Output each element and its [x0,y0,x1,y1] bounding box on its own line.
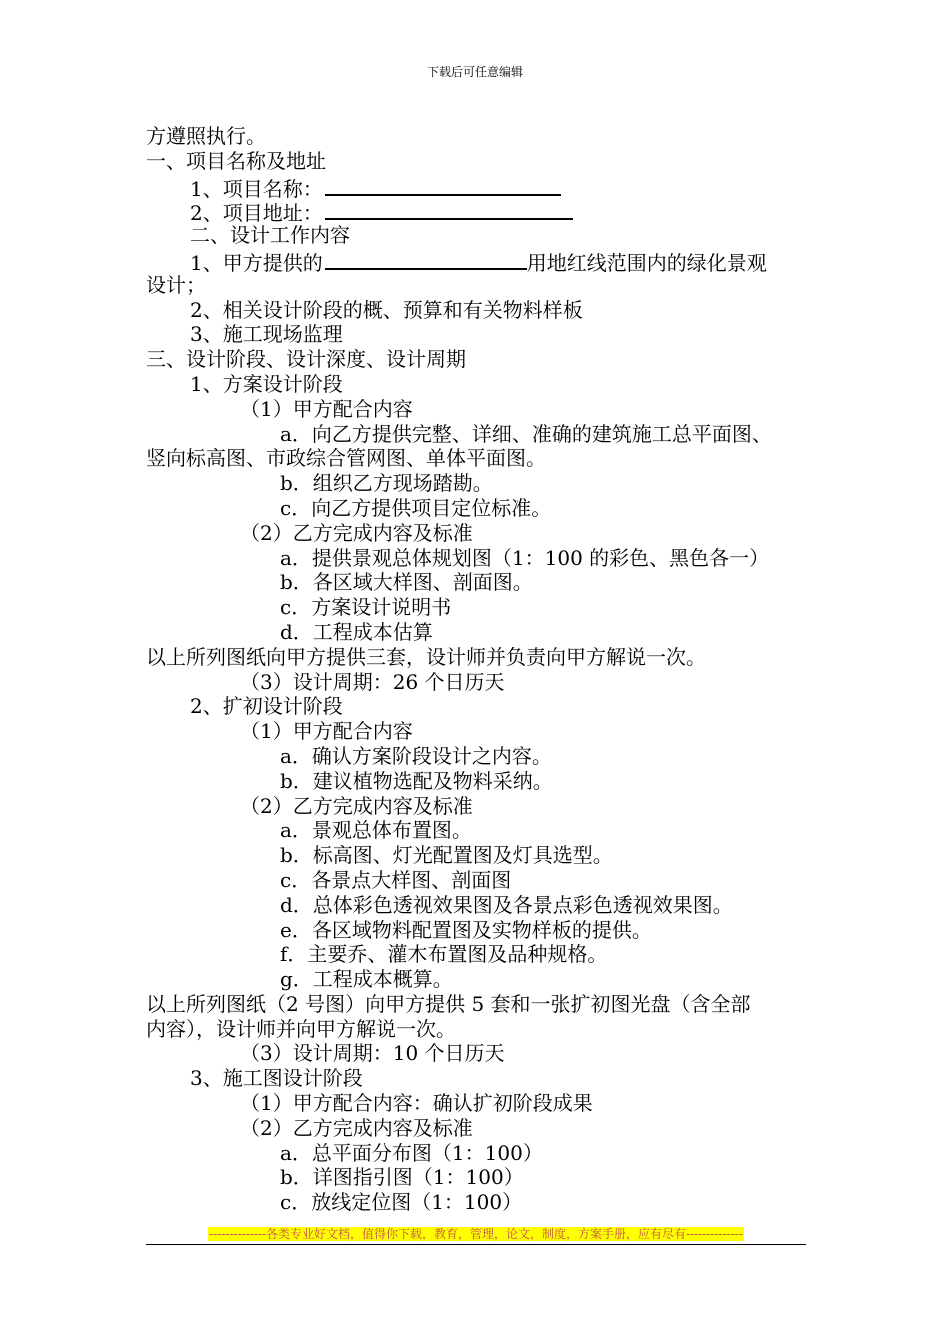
list-item: a．景观总体布置图。 [280,818,472,843]
list-item: a．提供景观总体规划图（1：100 的彩色、黑色各一） [280,545,770,570]
list-item: c．向乙方提供项目定位标准。 [280,495,552,520]
design-scope-blank [325,248,527,270]
text-line: （1）甲方配合内容 [240,719,413,744]
project-name-blank [325,174,561,196]
text-line: （2）乙方完成内容及标准 [240,793,473,818]
project-address-label: 2、项目地址： [190,201,323,226]
list-item: a．向乙方提供完整、详细、准确的建筑施工总平面图、 [280,421,772,446]
page-footer [146,1226,806,1242]
text-line: 3、施工现场监理 [190,322,343,347]
design-scope-label: 1、甲方提供的 [190,250,323,275]
text-line: 以上所列图纸向甲方提供三套，设计师并负责向甲方解说一次。 [146,644,706,669]
text-line: 以上所列图纸（2 号图）向甲方提供 5 套和一张扩初图光盘（含全部 [146,991,751,1016]
subsection-heading: 1、方案设计阶段 [190,371,343,396]
section-heading: 二、设计工作内容 [190,223,350,248]
footer-rule [146,1244,806,1245]
list-item: c．方案设计说明书 [280,595,452,620]
list-item: a．确认方案阶段设计之内容。 [280,743,552,768]
list-item: b．标高图、灯光配置图及灯具选型。 [280,843,613,868]
text-line: 设计； [146,272,206,297]
footer-banner: --------------各类专业好文档，值得你下载，教育，管理，论文，制度，方案手册，应有尽有-------------- [209,1227,743,1241]
list-item: b．各区域大样图、剖面图。 [280,570,533,595]
text-line: 竖向标高图、市政综合管网图、单体平面图。 [146,446,546,471]
text-line: 方遵照执行。 [146,124,266,148]
project-address-line [146,198,816,226]
text-line: （1）甲方配合内容：确认扩初阶段成果 [240,1091,593,1116]
project-name-label: 1、项目名称： [190,176,323,201]
project-name-line [146,174,816,199]
design-scope-suffix: 用地红线范围内的绿化景观 [526,250,767,275]
subsection-heading: 3、施工图设计阶段 [190,1066,363,1091]
document-body [146,124,816,1215]
section-heading: 三、设计阶段、设计深度、设计周期 [146,347,466,372]
list-item: b．详图指引图（1：100） [280,1165,524,1190]
text-line: 内容），设计师并向甲方解说一次。 [146,1016,456,1041]
text-line: （3）设计周期：10 个日历天 [240,1041,505,1066]
text-line: （2）乙方完成内容及标准 [240,1115,473,1140]
subsection-heading: 2、扩初设计阶段 [190,694,343,719]
list-item: c．各景点大样图、剖面图 [280,867,512,892]
list-item: f．主要乔、灌木布置图及品种规格。 [280,942,608,967]
list-item: c．放线定位图（1：100） [280,1190,523,1215]
design-scope-line [146,248,816,273]
list-item: d．工程成本估算 [280,619,433,644]
list-item: d．总体彩色透视效果图及各景点彩色透视效果图。 [280,892,733,917]
list-item: e．各区域物料配置图及实物样板的提供。 [280,917,652,942]
list-item: b．组织乙方现场踏勘。 [280,471,493,496]
text-line: 2、相关设计阶段的概、预算和有关物料样板 [190,297,583,322]
list-item: a．总平面分布图（1：100） [280,1140,543,1165]
section-heading: 一、项目名称及地址 [146,148,326,173]
list-item: b．建议植物选配及物料采纳。 [280,768,553,793]
page-header: 下载后可任意编辑 [426,65,523,79]
list-item: g．工程成本概算。 [280,967,453,992]
project-address-blank [325,198,573,220]
text-line: （1）甲方配合内容 [240,396,413,421]
text-line: （2）乙方完成内容及标准 [240,520,473,545]
text-line: （3）设计周期：26 个日历天 [240,669,505,694]
